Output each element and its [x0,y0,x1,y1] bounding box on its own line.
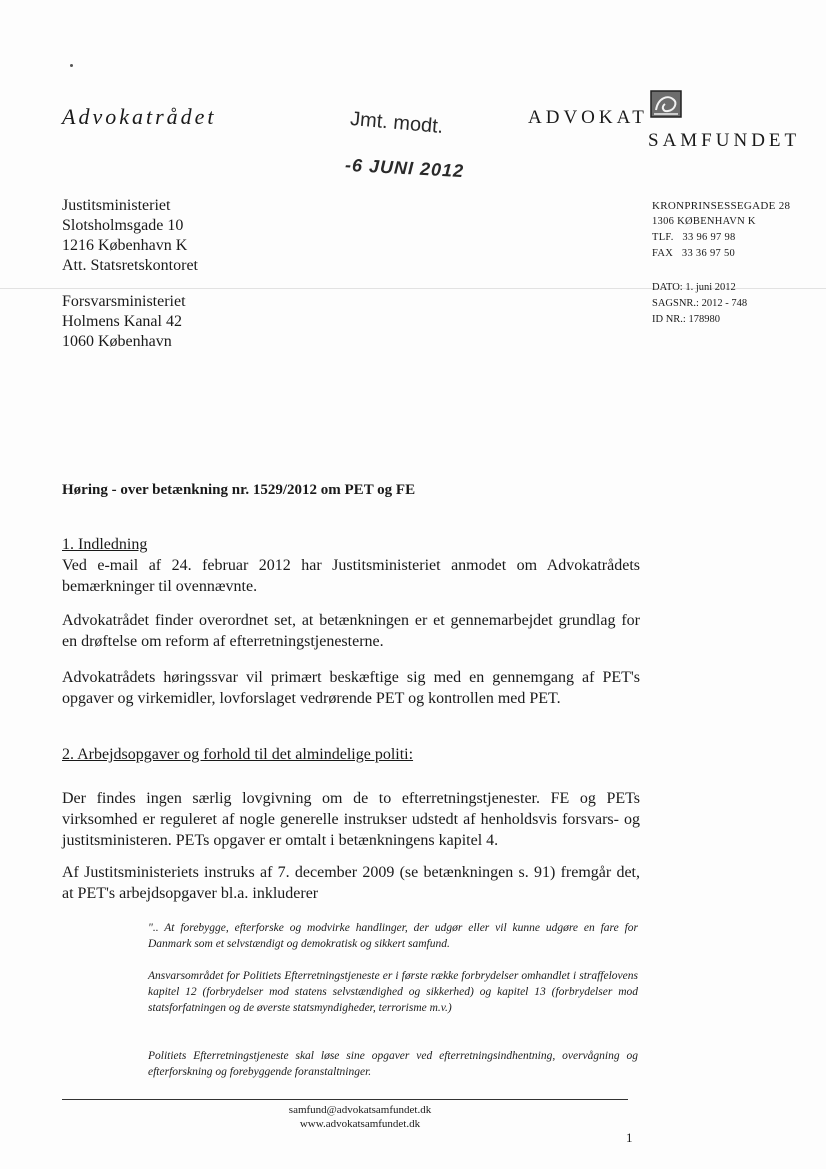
recipient-justitsministeriet [62,196,198,276]
recipient-line: Holmens Kanal 42 [62,313,182,330]
recipient-line: 1216 København K [62,237,188,254]
sender-address [652,198,790,262]
quote-paragraph: Politiets Efterretningstjeneste skal løse sine opgaver ved efterretningsindhentning, overvågning og efterforskning og forebyggende foranstaltninger. [148,1050,638,1078]
footer-divider [62,1099,628,1100]
scan-speck [70,64,73,67]
section-2-title-text: 2. Arbejdsopgaver og forhold til det almindelige politi: [62,746,414,763]
sender-fax: FAX 33 36 97 50 [652,248,736,259]
section-2-title [62,744,640,765]
page-number: 1 [626,1130,633,1145]
recipient-line: Forsvarsministeriet [62,293,186,310]
recipient-line: Att. Statsretskontoret [62,257,198,274]
case-number: SAGSNR.: 2012 - 748 [652,298,748,309]
case-info [652,280,747,328]
recipient-line: 1060 København [62,333,172,350]
section-1 [62,534,640,597]
id-number: ID NR.: 178980 [652,314,720,325]
logo-advokat: ADVOKAT [528,107,648,128]
recipient-forsvarsministeriet [62,292,186,352]
paragraph: Der findes ingen særlig lovgivning om de to efterretningstjenester. FE og PETs virksomhed er reguleret af nogle generelle instrukser udstedt af henholdsvis forsvars- og justitsministeren. PETs opgaver er omtalt i betænkningens kapitel 4. [62,790,640,849]
paragraph: Af Justitsministeriets instruks af 7. december 2009 (se betænkningen s. 91) fremgår det, at PET's arbejdsopgaver bl.a. inkluderer [62,864,640,902]
quote-paragraph: ".. At forebygge, efterforske og modvirke handlinger, der udgør eller vil kunne udgøre en fare for Danmark som et selvstændigt og demokratisk og sikkert samfund. [148,922,638,950]
sender-phone: TLF. 33 96 97 98 [652,232,736,243]
footer-email: samfund@advokatsamfundet.dk [288,1104,432,1116]
section-1-title: 1. Indledning [62,536,148,553]
logo-samfundet: SAMFUNDET [648,130,801,151]
paragraph: Advokatrådet finder overordnet set, at betænkningen er et gennemarbejdet grundlag for en drøftelse om reform af efterretningstjenesterne. [62,612,640,650]
recipient-line: Justitsministeriet [62,197,171,214]
received-date-stamp: -6 JUNI 2012 [344,154,465,182]
recipient-line: Slotsholmsgade 10 [62,217,184,234]
advokatsamfundet-logo-icon [650,90,682,118]
advokatraadet-wordmark: Advokatrådet [62,104,217,129]
paragraph: Ved e-mail af 24. februar 2012 har Justitsministeriet anmodet om Advokatrådets bemærkninger til ovennævnte. [62,557,640,595]
sender-street: KRONPRINSESSEGADE 28 [652,200,791,212]
quote-paragraph: Ansvarsområdet for Politiets Efterretningstjeneste er i første række forbrydelser omhandlet i straffelovens kapitel 12 (forbrydelser mod statens selvstændighed og sikkerhed) og kapitel 13 (forbrydelser mod statsforfatningen og de øverste statsmyndigheder, terrorisme m.v.) [148,970,638,1014]
received-stamp: Jmt. modt. [349,107,445,139]
footer-website: www.advokatsamfundet.dk [299,1118,421,1130]
sender-city: 1306 KØBENHAVN K [652,216,756,227]
letter-date: DATO: 1. juni 2012 [652,282,736,293]
subject-heading: Høring - over betænkning nr. 1529/2012 om PET og FE [62,482,416,498]
paragraph: Advokatrådets høringssvar vil primært beskæftige sig med en gennemgang af PET's opgaver og virkemidler, lovforslaget vedrørende PET og kontrollen med PET. [62,669,640,707]
